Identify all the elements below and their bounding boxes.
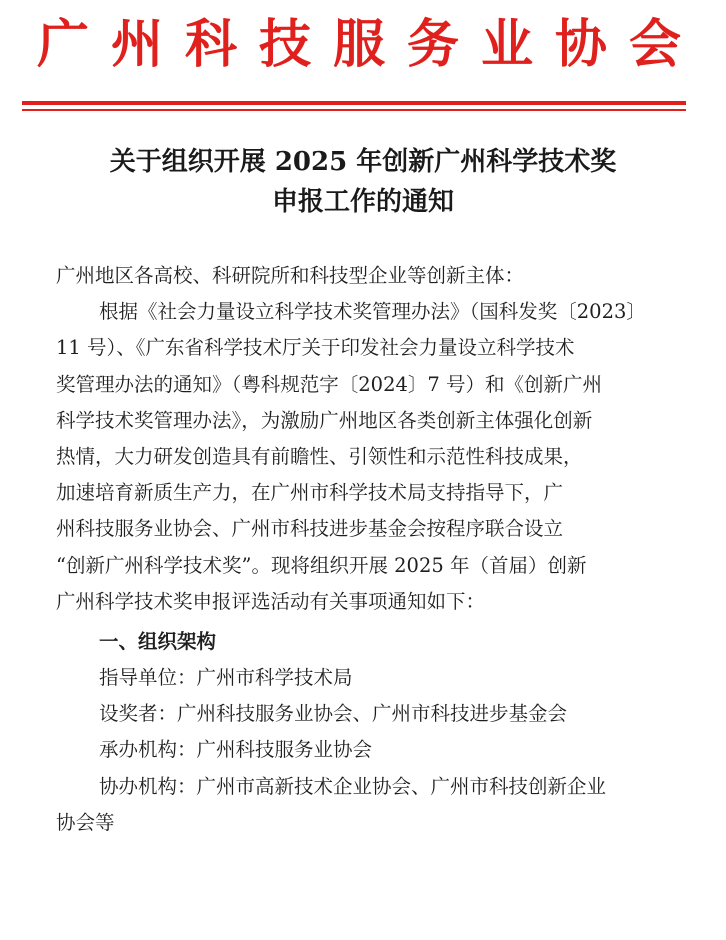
masthead-rule-thick (22, 101, 686, 105)
award-sponsor-line: 设奖者：广州科技服务业协会、广州市科技进步基金会 (99, 702, 568, 726)
paragraph-line: 科学技术奖管理办法》，为激励广州地区各类创新主体强化创新 (56, 408, 593, 432)
paragraph-line: 广州科学技术奖申报评选活动有关事项通知如下： (56, 589, 486, 613)
paragraph-line: 奖管理办法的通知》（粤科规范字〔2024〕7 号）和《创新广州 (56, 372, 602, 396)
paragraph-line: 加速培育新质生产力，在广州市科学技术局支持指导下，广 (56, 481, 564, 505)
section-heading-organization: 一、组织架构 (99, 629, 217, 653)
recipient-line: 广州地区各高校、科研院所和科技型企业等创新主体： (56, 264, 525, 287)
co-organizer-line: 协办机构：广州市高新技术企业协会、广州市科技创新企业 (99, 774, 607, 798)
document-title (0, 142, 726, 222)
co-organizer-line-continued: 协会等 (56, 810, 115, 834)
document-title-line-1: 关于组织开展 2025 年创新广州科学技术奖 (109, 147, 617, 177)
masthead-rule-thin (22, 109, 686, 111)
document-body (56, 258, 672, 841)
masthead-org-name: 广州科技服务业协会 (36, 15, 703, 75)
intro-paragraph (56, 294, 672, 620)
paragraph-line: 11 号）、《广东省科学技术厅关于印发社会力量设立科学技术 (56, 336, 575, 360)
paragraph-line: 根据《社会力量设立科学技术奖管理办法》（国科发奖〔2023〕 (99, 300, 646, 324)
organizer-line: 承办机构：广州科技服务业协会 (99, 738, 373, 762)
paragraph-line: 热情，大力研发创造具有前瞻性、引领性和示范性科技成果， (56, 444, 583, 468)
guidance-unit-line: 指导单位：广州市科学技术局 (99, 666, 353, 690)
paragraph-line: “创新广州科学技术奖”。现将组织开展 2025 年（首届）创新 (56, 553, 587, 577)
document-title-line-2: 申报工作的通知 (271, 187, 454, 217)
paragraph-line: 州科技服务业协会、广州市科技进步基金会按程序联合设立 (56, 517, 564, 541)
